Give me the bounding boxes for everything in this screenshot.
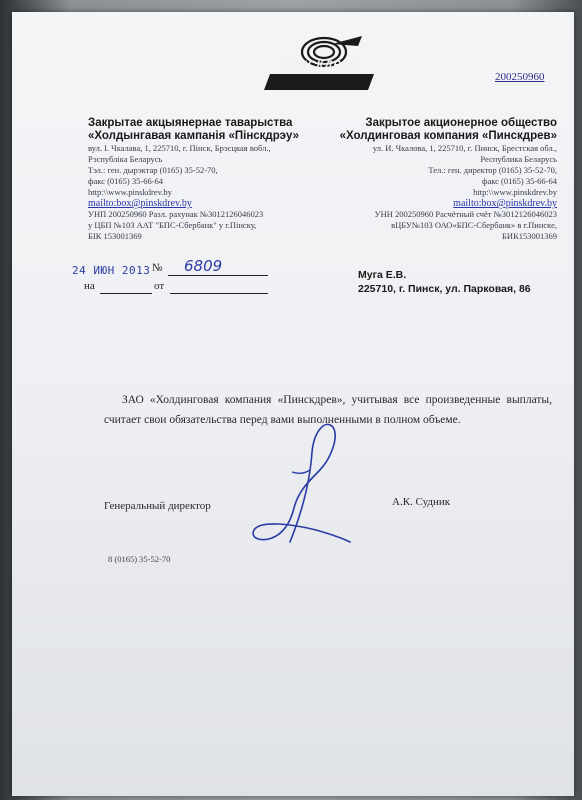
left-line-9: БІК 153001369 [88, 231, 142, 241]
right-line-7: УНН 200250960 Расчётный счёт №3012126046023 [374, 209, 557, 219]
recipient-block [358, 268, 531, 296]
left-header [88, 117, 318, 242]
document-number: 200250960 [495, 71, 545, 83]
left-title-1: Закрытае акцыянернае таварыства [88, 117, 293, 129]
left-line-8: у ЦБП №103 ААТ "БПС-Сбербанк" у г.Пінску, [88, 220, 257, 230]
signer-name: А.К. Судник [392, 496, 451, 508]
date-stamp: 24 ИЮН 2013 [72, 264, 151, 277]
outgoing-number: 6809 [184, 257, 223, 275]
reply-from-underline [170, 293, 268, 294]
reply-on-label: на [84, 280, 95, 292]
reply-on-underline [100, 293, 152, 294]
right-mail-link[interactable]: mailto:box@pinskdrev.by [453, 198, 557, 209]
right-line-3: Тел.: ген. директор (0165) 35-52-70, [428, 165, 557, 175]
recipient-name: Муга Е.В. [358, 269, 407, 281]
left-line-2: Рэспубліка Беларусь [88, 154, 163, 164]
right-line-2: Республика Беларусь [480, 154, 557, 164]
right-title-1: Закрытое акционерное общество [365, 117, 557, 129]
right-line-1: ул. И. Чкалова, 1, 225710, г. Пинск, Брестская обл., [372, 143, 557, 153]
letter-page [12, 12, 574, 796]
signature-role: Генеральный директор [104, 500, 211, 512]
number-underline [168, 275, 268, 276]
right-line-5: http:\\www.pinskdrev.by [473, 187, 557, 197]
right-line-4: факс (0165) 35-66-64 [481, 176, 557, 186]
handwritten-signature [232, 412, 362, 552]
footer-phone: 8 (0165) 35-52-70 [108, 554, 171, 564]
left-line-4: факс (0165) 35-66-64 [88, 176, 164, 186]
right-title-2: «Холдинговая компания «Пинскдрев» [339, 130, 557, 142]
right-header [337, 117, 557, 242]
letter-body: ЗАО «Холдинговая компания «Пинскдрев», учитывая все произведенные выплаты, считает свои обязательства перед вами выполненными в полном объеме. [104, 394, 552, 426]
left-line-3: Тэл.: ген. дырэктар (0165) 35-52-70, [88, 165, 218, 175]
left-line-7: УНП 200250960 Разл. рахунак №3012126046023 [88, 209, 264, 219]
left-line-1: вул. І. Чкалава, 1, 225710, г. Пінск, Брэсцкая вобл., [88, 143, 271, 153]
left-mail-link[interactable]: mailto:box@pinskdrev.by [88, 198, 192, 209]
right-line-8: вЦБУ№103 ОАО«БПС-Сбербанк» в г.Пинске, [391, 220, 557, 230]
reply-from-label: от [154, 280, 165, 292]
right-line-9: БИК153001369 [502, 231, 557, 241]
number-label: № [152, 262, 163, 274]
left-title-2: «Холдынгавая кампанія «Пінскдрэу» [88, 130, 300, 142]
recipient-address: 225710, г. Пинск, ул. Парковая, 86 [358, 283, 531, 295]
left-line-5: http:\\www.pinskdrev.by [88, 187, 172, 197]
logo-text: ПИНСКДРЕВ [280, 59, 360, 71]
